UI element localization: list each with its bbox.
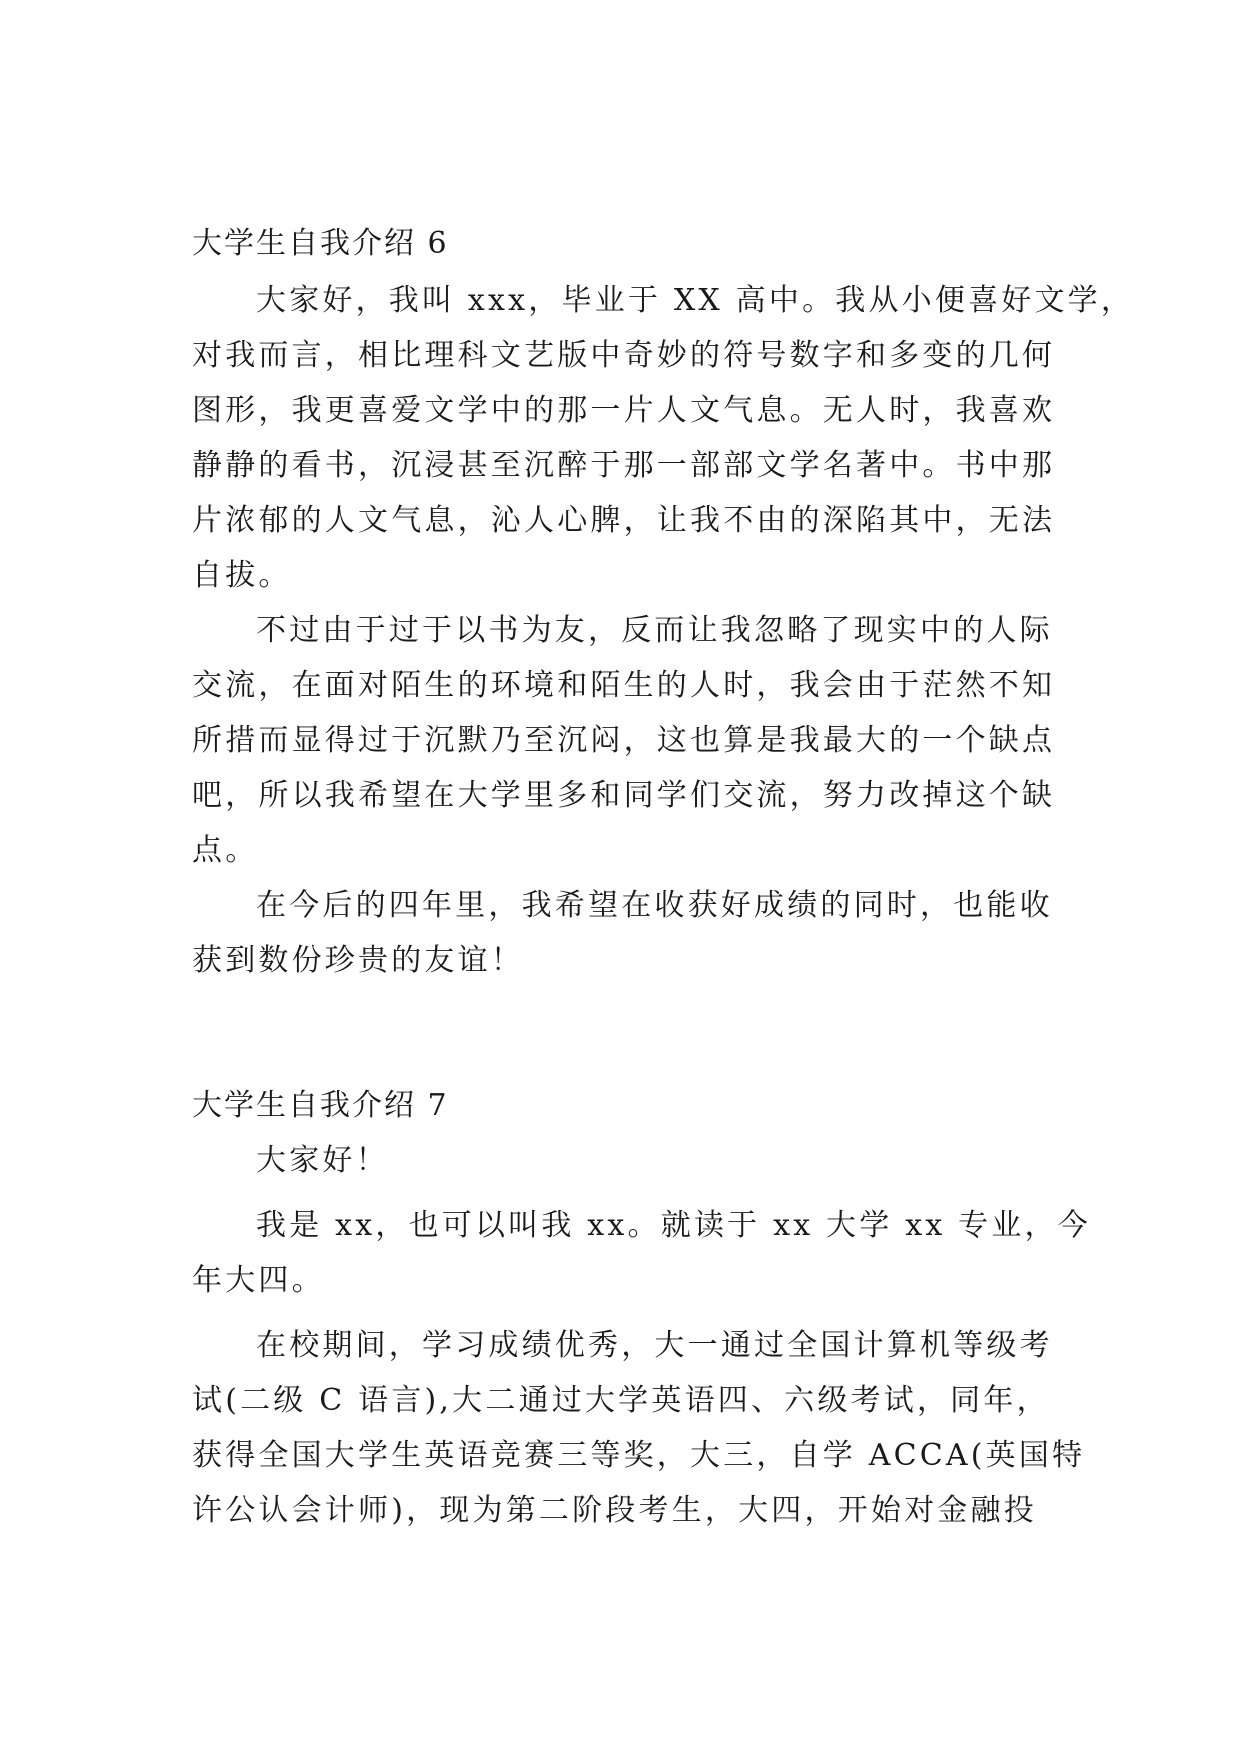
paragraph-line: 获到数份珍贵的友谊！	[192, 943, 524, 978]
paragraph-line: 自拔。	[192, 558, 292, 593]
section-heading: 大学生自我介绍 7	[192, 1088, 449, 1123]
paragraph-line: 年大四。	[192, 1263, 325, 1298]
paragraph-line: 静静的看书，沉浸甚至沉醉于那一部部文学名著中。书中那	[192, 448, 1056, 483]
paragraph-line: 所措而显得过于沉默乃至沉闷，这也算是我最大的一个缺点	[192, 723, 1056, 758]
paragraph-line: 获得全国大学生英语竞赛三等奖，大三，自学 ACCA(英国特	[192, 1438, 1086, 1473]
paragraph-line: 点。	[192, 833, 259, 868]
paragraph-line: 大家好！	[256, 1143, 389, 1178]
paragraph-line: 在今后的四年里，我希望在收获好成绩的同时，也能收	[256, 888, 1053, 923]
paragraph-line: 大家好，我叫 xxx，毕业于 XX 高中。我从小便喜好文学，	[256, 283, 1135, 318]
paragraph-line: 对我而言，相比理科文艺版中奇妙的符号数字和多变的几何	[192, 338, 1056, 373]
paragraph-line: 交流，在面对陌生的环境和陌生的人时，我会由于茫然不知	[192, 668, 1056, 703]
paragraph-line: 不过由于过于以书为友，反而让我忽略了现实中的人际	[256, 613, 1053, 648]
paragraph-line: 片浓郁的人文气息，沁人心脾，让我不由的深陷其中，无法	[192, 503, 1056, 538]
paragraph-line: 我是 xx，也可以叫我 xx。就读于 xx 大学 xx 专业，今	[256, 1208, 1091, 1243]
section-heading: 大学生自我介绍 6	[192, 226, 449, 261]
paragraph-line: 吧，所以我希望在大学里多和同学们交流，努力改掉这个缺	[192, 778, 1056, 813]
paragraph-line: 图形，我更喜爱文学中的那一片人文气息。无人时，我喜欢	[192, 393, 1056, 428]
paragraph-line: 许公认会计师)，现为第二阶段考生，大四，开始对金融投	[192, 1493, 1037, 1528]
paragraph-line: 在校期间，学习成绩优秀，大一通过全国计算机等级考	[256, 1328, 1053, 1363]
paragraph-line: 试(二级 C 语言),大二通过大学英语四、六级考试，同年，	[192, 1383, 1050, 1418]
